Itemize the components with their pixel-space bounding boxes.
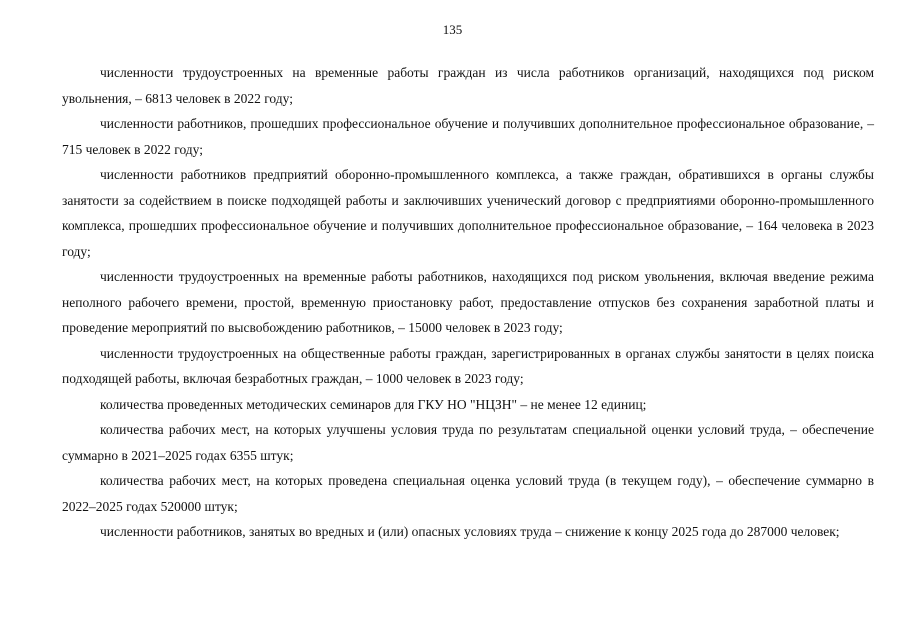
page-number: 135 (442, 22, 463, 37)
paragraph-temporary-jobs-2023: численности трудоустроенных на временные работы работников, находящихся под риском увольнения, включая введение режима неполного рабочего времени, простой, временную приостановку работ, предоставление отпусков без сохранения заработной платы и проведение мероприятий по высвобождению работников, – 15000 человек в 2023 году; (62, 269, 874, 335)
paragraph-temporary-jobs-2022: численности трудоустроенных на временные работы граждан из числа работников организаций, находящихся под риском увольнения, – 6813 человек в 2022 году; (62, 65, 874, 106)
paragraph-special-assessment: количества рабочих мест, на которых проведена специальная оценка условий труда (в текущем году), – обеспечение суммарно в 2022–2025 годах 520000 штук; (62, 473, 874, 514)
paragraph-public-works-2023: численности трудоустроенных на общественные работы граждан, зарегистрированных в органах службы занятости в целях поиска подходящей работы, включая безработных граждан, – 1000 человек в 2023 году; (62, 345, 874, 386)
paragraph-defense-industry-2023: численности работников предприятий оборонно-промышленного комплекса, а также граждан, обратившихся в органы службы занятости за содействием в поиске подходящей работы и заключивших ученический договор с предприятиями оборонно-промышленного комплекса, прошедших профессиональное обучение и получивших дополнительное профессиональное образование, – 164 человека в 2023 году; (62, 167, 874, 259)
paragraph-improved-workplaces: количества рабочих мест, на которых улучшены условия труда по результатам специальной оценки условий труда, – обеспечение суммарно в 2021–2025 годах 6355 штук; (62, 422, 874, 463)
paragraph-seminars: количества проведенных методических семинаров для ГКУ НО "НЦЗН" – не менее 12 единиц; (100, 396, 647, 412)
paragraph-hazardous-conditions: численности работников, занятых во вредных и (или) опасных условиях труда – снижение к концу 2025 года до 287000 человек; (100, 524, 840, 539)
document-body (62, 60, 874, 545)
paragraph-training-2022: численности работников, прошедших профессиональное обучение и получивших дополнительное профессиональное образование, – 715 человек в 2022 году; (62, 116, 874, 157)
